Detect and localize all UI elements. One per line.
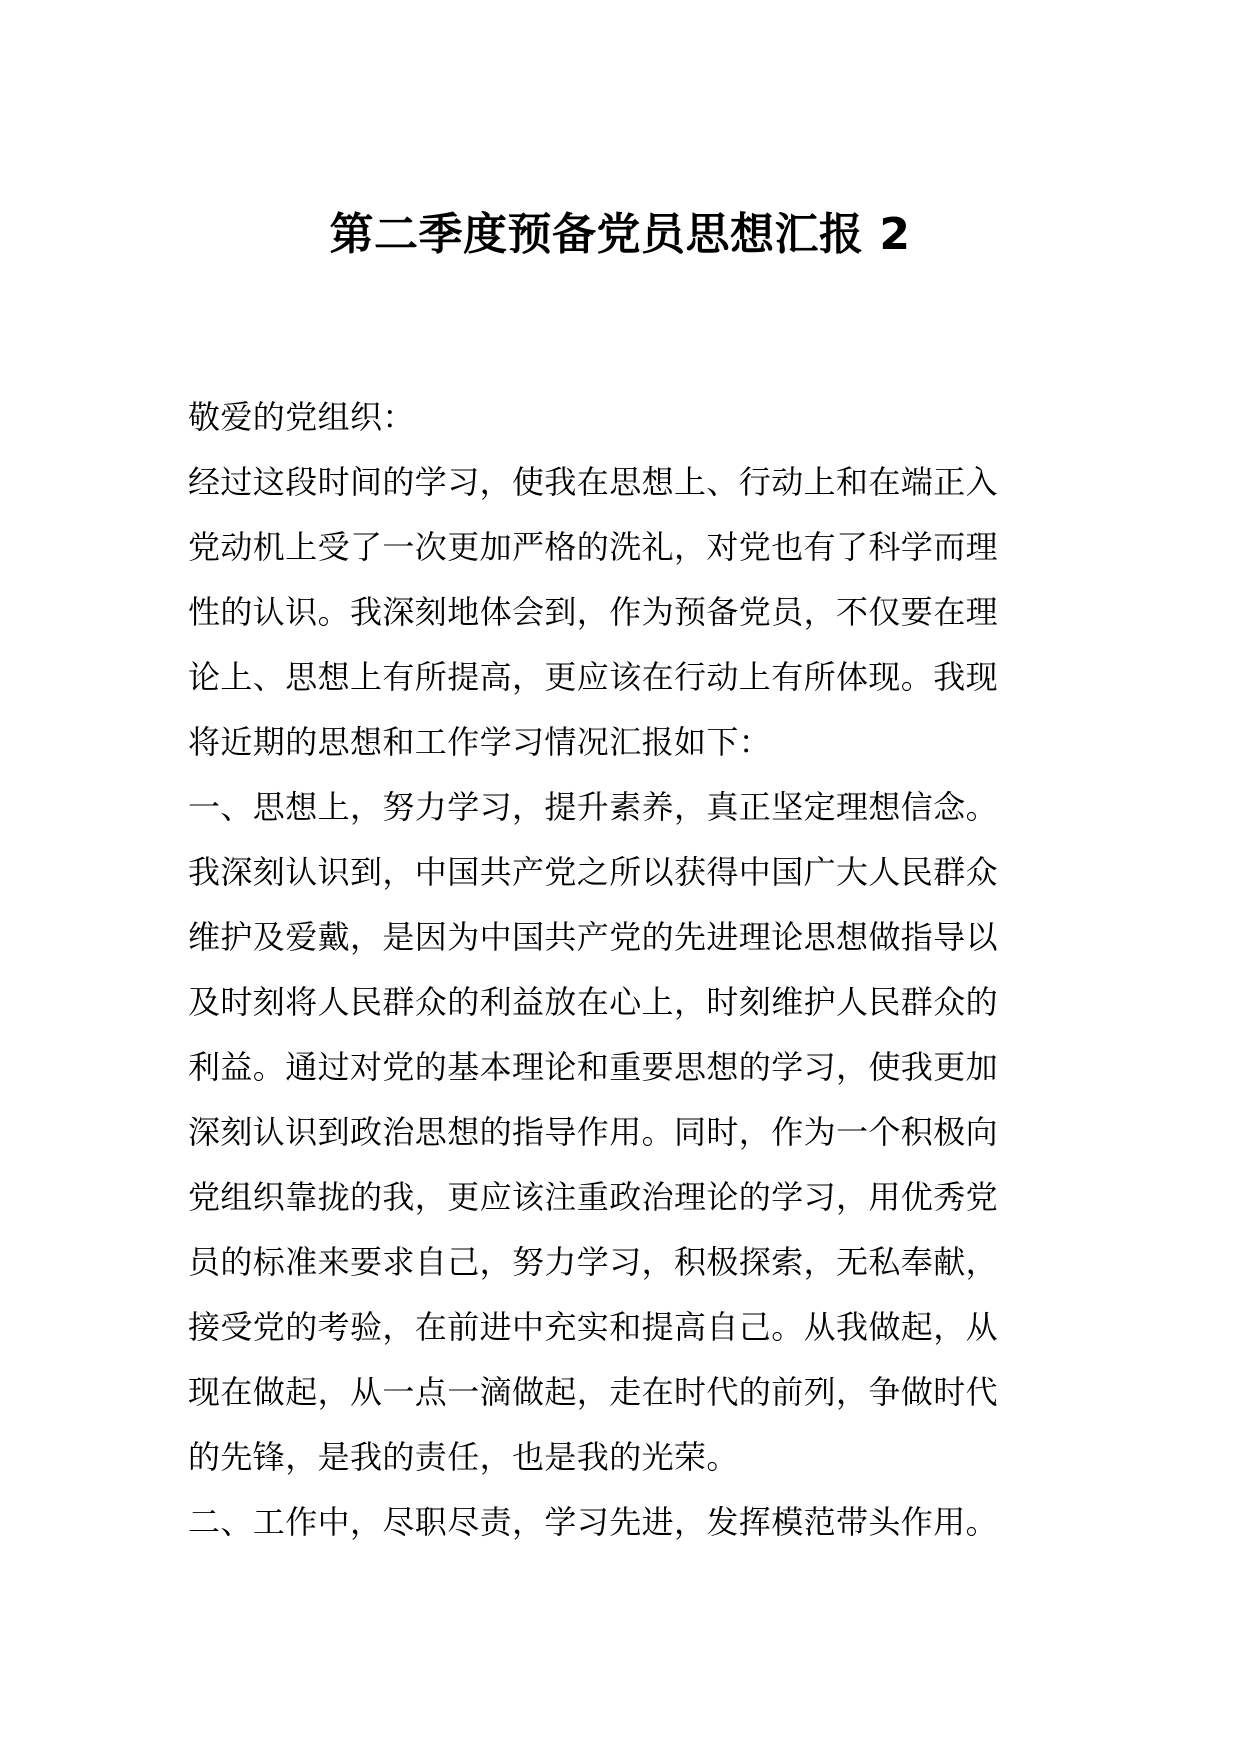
body-line: 性的认识。我深刻地体会到，作为预备党员，不仅要在理 (188, 593, 999, 631)
salutation-line: 敬爱的党组织： (188, 398, 415, 436)
body-line: 的先锋，是我的责任，也是我的光荣。 (188, 1438, 739, 1476)
body-line: 及时刻将人民群众的利益放在心上，时刻维护人民群众的 (188, 983, 999, 1021)
body-line: 党动机上受了一次更加严格的洗礼，对党也有了科学而理 (188, 528, 999, 566)
body-line: 将近期的思想和工作学习情况汇报如下： (188, 723, 772, 761)
body-line: 维护及爱戴，是因为中国共产党的先进理论思想做指导以 (188, 918, 999, 956)
body-line: 利益。通过对党的基本理论和重要思想的学习，使我更加 (188, 1048, 999, 1086)
document-title: 第二季度预备党员思想汇报 2 (329, 209, 911, 260)
body-line: 论上、思想上有所提高，更应该在行动上有所体现。我现 (188, 658, 999, 696)
body-line: 员的标准来要求自己，努力学习，积极探索，无私奉献， (188, 1243, 999, 1281)
document-body (188, 385, 1064, 1555)
section-heading-1: 一、思想上，努力学习，提升素养，真正坚定理想信念。 (188, 788, 999, 826)
body-line: 接受党的考验，在前进中充实和提高自己。从我做起，从 (188, 1308, 999, 1346)
body-line: 经过这段时间的学习，使我在思想上、行动上和在端正入 (188, 463, 999, 501)
body-line: 党组织靠拢的我，更应该注重政治理论的学习，用优秀党 (188, 1178, 999, 1216)
body-line: 我深刻认识到，中国共产党之所以获得中国广大人民群众 (188, 853, 999, 891)
body-line: 现在做起，从一点一滴做起，走在时代的前列，争做时代 (188, 1373, 999, 1411)
body-line: 深刻认识到政治思想的指导作用。同时，作为一个积极向 (188, 1113, 999, 1151)
section-heading-2: 二、工作中，尽职尽责，学习先进，发挥模范带头作用。 (188, 1503, 999, 1541)
